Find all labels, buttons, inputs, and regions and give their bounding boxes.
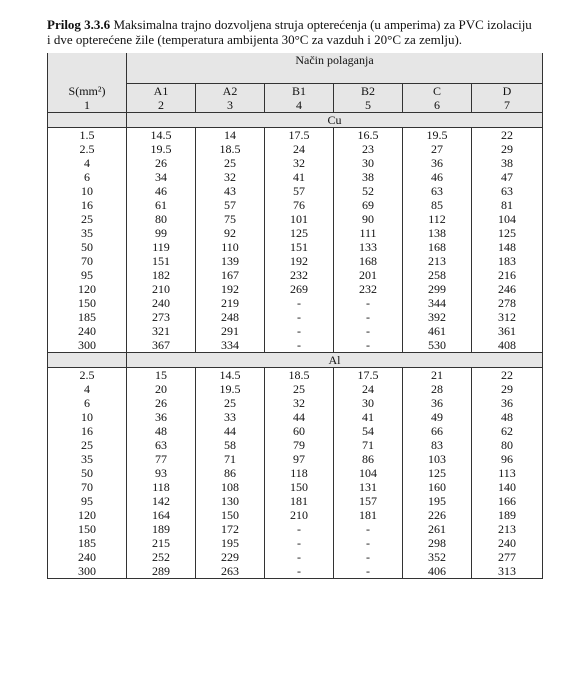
table-row: [48, 310, 543, 324]
cross-section-cell: 120: [48, 282, 127, 296]
ampacity-cell: 54: [334, 424, 403, 438]
ampacity-cell: 97: [265, 452, 334, 466]
ampacity-cell: 172: [196, 522, 265, 536]
ampacity-cell: 192: [196, 282, 265, 296]
ampacity-cell: 213: [472, 522, 543, 536]
ampacity-cell: 252: [127, 550, 196, 564]
ampacity-cell: 167: [196, 268, 265, 282]
ampacity-cell: 210: [127, 282, 196, 296]
ampacity-cell: 166: [472, 494, 543, 508]
ampacity-cell: 150: [196, 508, 265, 522]
ampacity-cell: 20: [127, 382, 196, 396]
table-row: [48, 282, 543, 296]
ampacity-cell: 24: [334, 382, 403, 396]
ampacity-cell: 15: [127, 368, 196, 383]
col-name-header: C: [403, 84, 472, 99]
ampacity-cell: 66: [403, 424, 472, 438]
table-row: [48, 508, 543, 522]
ampacity-cell: 44: [196, 424, 265, 438]
cross-section-cell: 16: [48, 198, 127, 212]
ampacity-cell: 75: [196, 212, 265, 226]
ampacity-cell: -: [334, 324, 403, 338]
ampacity-cell: 32: [265, 156, 334, 170]
table-row: [48, 184, 543, 198]
table-row: [48, 198, 543, 212]
metal-label: Cu: [127, 113, 543, 128]
ampacity-cell: 112: [403, 212, 472, 226]
ampacity-cell: 232: [334, 282, 403, 296]
ampacity-cell: 240: [127, 296, 196, 310]
ampacity-cell: 246: [472, 282, 543, 296]
ampacity-cell: 63: [472, 184, 543, 198]
ampacity-cell: 76: [265, 198, 334, 212]
ampacity-cell: -: [334, 536, 403, 550]
ampacity-cell: 32: [196, 170, 265, 184]
ampacity-cell: 104: [334, 466, 403, 480]
ampacity-cell: 298: [403, 536, 472, 550]
ampacity-cell: 192: [265, 254, 334, 268]
ampacity-cell: 43: [196, 184, 265, 198]
ampacity-cell: 30: [334, 396, 403, 410]
ampacity-cell: 168: [334, 254, 403, 268]
table-row: [48, 128, 543, 143]
caption-line-2: i dve opterećene žile (temperatura ambijenta 30°C za vazduh i 20°C za zemlju).: [47, 32, 463, 47]
header-row-names: [48, 84, 543, 99]
header-row-numbers: [48, 98, 543, 113]
ampacity-cell: -: [265, 296, 334, 310]
ampacity-cell: 77: [127, 452, 196, 466]
ampacity-cell: 258: [403, 268, 472, 282]
cross-section-cell: 300: [48, 564, 127, 579]
ampacity-cell: 86: [334, 452, 403, 466]
cross-section-cell: 95: [48, 494, 127, 508]
ampacity-cell: 69: [334, 198, 403, 212]
ampacity-cell: 22: [472, 128, 543, 143]
table-row: [48, 254, 543, 268]
ampacity-cell: 32: [265, 396, 334, 410]
ampacity-cell: 62: [472, 424, 543, 438]
ampacity-cell: 92: [196, 226, 265, 240]
ampacity-cell: 46: [403, 170, 472, 184]
ampacity-cell: 263: [196, 564, 265, 579]
metal-label: Al: [127, 353, 543, 368]
ampacity-cell: 312: [472, 310, 543, 324]
ampacity-cell: 110: [196, 240, 265, 254]
ampacity-cell: 291: [196, 324, 265, 338]
ampacity-cell: 14.5: [127, 128, 196, 143]
table-row: [48, 368, 543, 383]
cross-section-cell: 50: [48, 240, 127, 254]
table-row: [48, 296, 543, 310]
ampacity-cell: 160: [403, 480, 472, 494]
table-row: [48, 268, 543, 282]
ampacity-cell: 215: [127, 536, 196, 550]
col-number-header: 4: [265, 98, 334, 113]
ampacity-cell: 240: [472, 536, 543, 550]
cross-section-cell: 150: [48, 296, 127, 310]
col-number-header: 6: [403, 98, 472, 113]
cross-section-cell: 2.5: [48, 368, 127, 383]
col-name-header: B2: [334, 84, 403, 99]
ampacity-cell: 183: [472, 254, 543, 268]
cross-section-cell: 2.5: [48, 142, 127, 156]
ampacity-cell: 49: [403, 410, 472, 424]
ampacity-cell: 29: [472, 142, 543, 156]
ampacity-cell: 46: [127, 184, 196, 198]
ampacity-cell: 36: [403, 396, 472, 410]
cross-section-cell: 70: [48, 480, 127, 494]
ampacity-cell: 189: [127, 522, 196, 536]
ampacity-cell: -: [265, 324, 334, 338]
ampacity-cell: 273: [127, 310, 196, 324]
cross-section-cell: 10: [48, 184, 127, 198]
ampacity-cell: 48: [472, 410, 543, 424]
table-row: [48, 424, 543, 438]
ampacity-cell: 80: [127, 212, 196, 226]
table-body: [48, 53, 543, 579]
ampacity-cell: 18.5: [196, 142, 265, 156]
col-number-header: 5: [334, 98, 403, 113]
col-number-header: 7: [472, 98, 543, 113]
ampacity-cell: 71: [196, 452, 265, 466]
ampacity-cell: 22: [472, 368, 543, 383]
ampacity-cell: -: [334, 550, 403, 564]
cross-section-cell: 240: [48, 550, 127, 564]
ampacity-cell: 14.5: [196, 368, 265, 383]
ampacity-cell: -: [334, 310, 403, 324]
col-name-header: D: [472, 84, 543, 99]
caption-line-1: Maksimalna trajno dozvoljena struja opterećenja (u amperima) za PVC izolaciju: [110, 17, 532, 32]
ampacity-cell: -: [334, 522, 403, 536]
table-row: [48, 438, 543, 452]
ampacity-cell: 408: [472, 338, 543, 353]
table-row: [48, 240, 543, 254]
ampacity-cell: 63: [403, 184, 472, 198]
ampacity-cell: 392: [403, 310, 472, 324]
ampacity-cell: 133: [334, 240, 403, 254]
ampacity-cell: 530: [403, 338, 472, 353]
table-row: [48, 494, 543, 508]
ampacity-cell: 25: [196, 156, 265, 170]
table-caption: [47, 17, 567, 47]
metal-section-row: [48, 353, 543, 368]
ampacity-cell: 164: [127, 508, 196, 522]
col-name-header: B1: [265, 84, 334, 99]
ampacity-cell: 16.5: [334, 128, 403, 143]
ampacity-cell: 93: [127, 466, 196, 480]
ampacity-cell: 150: [265, 480, 334, 494]
ampacity-cell: 181: [265, 494, 334, 508]
header-group-cell: Način polaganja: [127, 53, 543, 84]
ampacity-cell: 18.5: [265, 368, 334, 383]
ampacity-cell: -: [265, 564, 334, 579]
ampacity-cell: 38: [334, 170, 403, 184]
ampacity-cell: 99: [127, 226, 196, 240]
ampacity-cell: 57: [196, 198, 265, 212]
ampacity-cell: 461: [403, 324, 472, 338]
ampacity-cell: 81: [472, 198, 543, 212]
ampacity-cell: 34: [127, 170, 196, 184]
ampacity-cell: 334: [196, 338, 265, 353]
ampacity-cell: 26: [127, 396, 196, 410]
ampacity-cell: 226: [403, 508, 472, 522]
cross-section-cell: 95: [48, 268, 127, 282]
cross-section-cell: 35: [48, 452, 127, 466]
table-row: [48, 382, 543, 396]
ampacity-cell: 148: [472, 240, 543, 254]
table-row: [48, 564, 543, 579]
ampacity-cell: 189: [472, 508, 543, 522]
header-empty-cell: [48, 53, 127, 84]
ampacity-cell: 41: [265, 170, 334, 184]
ampacity-cell: 277: [472, 550, 543, 564]
ampacity-cell: 58: [196, 438, 265, 452]
col-number-header: 2: [127, 98, 196, 113]
cross-section-cell: 185: [48, 536, 127, 550]
ampacity-cell: 71: [334, 438, 403, 452]
table-row: [48, 522, 543, 536]
ampacity-cell: 213: [403, 254, 472, 268]
ampacity-cell: 36: [472, 396, 543, 410]
ampacity-cell: 181: [334, 508, 403, 522]
ampacity-cell: 118: [127, 480, 196, 494]
ampacity-cell: 229: [196, 550, 265, 564]
ampacity-cell: 29: [472, 382, 543, 396]
table-row: [48, 410, 543, 424]
ampacity-cell: 344: [403, 296, 472, 310]
ampacity-cell: 406: [403, 564, 472, 579]
cross-section-cell: 4: [48, 382, 127, 396]
ampacity-cell: 48: [127, 424, 196, 438]
ampacity-cell: 21: [403, 368, 472, 383]
ampacity-cell: 25: [265, 382, 334, 396]
ampacity-cell: 131: [334, 480, 403, 494]
ampacity-cell: 269: [265, 282, 334, 296]
table-row: [48, 536, 543, 550]
ampacity-cell: 168: [403, 240, 472, 254]
table-row: [48, 480, 543, 494]
ampacity-cell: 140: [472, 480, 543, 494]
ampacity-cell: 85: [403, 198, 472, 212]
table-row: [48, 212, 543, 226]
ampacity-cell: 79: [265, 438, 334, 452]
header-row-group: [48, 53, 543, 84]
cross-section-cell: 300: [48, 338, 127, 353]
cross-section-cell: 150: [48, 522, 127, 536]
ampacity-cell: 210: [265, 508, 334, 522]
ampacity-cell: 248: [196, 310, 265, 324]
table-row: [48, 338, 543, 353]
ampacity-cell: 103: [403, 452, 472, 466]
ampacity-cell: 27: [403, 142, 472, 156]
ampacity-cell: 30: [334, 156, 403, 170]
ampacity-cell: 36: [127, 410, 196, 424]
ampacity-cell: 63: [127, 438, 196, 452]
ampacity-cell: 47: [472, 170, 543, 184]
cross-section-cell: 35: [48, 226, 127, 240]
ampacity-cell: -: [334, 296, 403, 310]
ampacity-cell: 111: [334, 226, 403, 240]
caption-label: Prilog 3.3.6: [47, 17, 111, 32]
metal-empty-cell: [48, 353, 127, 368]
ampacity-cell: 142: [127, 494, 196, 508]
table-row: [48, 226, 543, 240]
table-row: [48, 142, 543, 156]
cross-section-cell: 10: [48, 410, 127, 424]
ampacity-cell: 17.5: [334, 368, 403, 383]
ampacity-cell: 289: [127, 564, 196, 579]
metal-section-row: [48, 113, 543, 128]
col-name-header: A1: [127, 84, 196, 99]
ampacity-cell: 118: [265, 466, 334, 480]
ampacity-cell: 17.5: [265, 128, 334, 143]
col-number-header: 3: [196, 98, 265, 113]
ampacity-cell: 201: [334, 268, 403, 282]
ampacity-cell: 361: [472, 324, 543, 338]
ampacity-cell: 61: [127, 198, 196, 212]
ampacity-cell: 14: [196, 128, 265, 143]
ampacity-cell: 130: [196, 494, 265, 508]
cross-section-cell: 120: [48, 508, 127, 522]
cross-section-cell: 25: [48, 212, 127, 226]
col-number-header: 1: [48, 98, 127, 113]
cross-section-cell: 1.5: [48, 128, 127, 143]
ampacity-cell: 232: [265, 268, 334, 282]
ampacity-cell: 313: [472, 564, 543, 579]
ampacity-cell: 139: [196, 254, 265, 268]
ampacity-cell: 125: [472, 226, 543, 240]
table-row: [48, 170, 543, 184]
col-name-header: A2: [196, 84, 265, 99]
ampacity-cell: 25: [196, 396, 265, 410]
ampacity-cell: 24: [265, 142, 334, 156]
ampacity-cell: 23: [334, 142, 403, 156]
cross-section-cell: 16: [48, 424, 127, 438]
ampacity-cell: -: [334, 564, 403, 579]
table-row: [48, 466, 543, 480]
table-row: [48, 452, 543, 466]
table-row: [48, 156, 543, 170]
ampacity-cell: -: [265, 310, 334, 324]
ampacity-cell: 86: [196, 466, 265, 480]
ampacity-cell: 60: [265, 424, 334, 438]
ampacity-cell: 38: [472, 156, 543, 170]
ampacity-cell: 19.5: [196, 382, 265, 396]
cross-section-cell: 50: [48, 466, 127, 480]
ampacity-cell: 36: [403, 156, 472, 170]
ampacity-cell: 80: [472, 438, 543, 452]
ampacity-cell: -: [265, 536, 334, 550]
ampacity-cell: 28: [403, 382, 472, 396]
ampacity-cell: 57: [265, 184, 334, 198]
ampacity-cell: 83: [403, 438, 472, 452]
cross-section-cell: 6: [48, 396, 127, 410]
ampacity-table: [47, 53, 543, 579]
cross-section-cell: 25: [48, 438, 127, 452]
table-row: [48, 396, 543, 410]
cross-section-cell: 6: [48, 170, 127, 184]
ampacity-cell: 352: [403, 550, 472, 564]
ampacity-cell: 219: [196, 296, 265, 310]
ampacity-cell: 104: [472, 212, 543, 226]
ampacity-cell: 101: [265, 212, 334, 226]
ampacity-cell: 90: [334, 212, 403, 226]
ampacity-cell: -: [265, 522, 334, 536]
metal-empty-cell: [48, 113, 127, 128]
col-name-header: S(mm²): [48, 84, 127, 99]
ampacity-cell: 182: [127, 268, 196, 282]
ampacity-cell: 151: [127, 254, 196, 268]
ampacity-cell: 195: [196, 536, 265, 550]
cross-section-cell: 240: [48, 324, 127, 338]
ampacity-cell: 33: [196, 410, 265, 424]
ampacity-cell: 52: [334, 184, 403, 198]
ampacity-cell: 299: [403, 282, 472, 296]
cross-section-cell: 4: [48, 156, 127, 170]
ampacity-cell: 125: [265, 226, 334, 240]
ampacity-cell: 19.5: [403, 128, 472, 143]
ampacity-cell: 321: [127, 324, 196, 338]
ampacity-cell: 19.5: [127, 142, 196, 156]
ampacity-cell: -: [265, 338, 334, 353]
ampacity-cell: 195: [403, 494, 472, 508]
ampacity-cell: 278: [472, 296, 543, 310]
cross-section-cell: 185: [48, 310, 127, 324]
table-row: [48, 550, 543, 564]
ampacity-cell: -: [265, 550, 334, 564]
ampacity-cell: 108: [196, 480, 265, 494]
ampacity-cell: 157: [334, 494, 403, 508]
ampacity-cell: 261: [403, 522, 472, 536]
ampacity-cell: -: [334, 338, 403, 353]
ampacity-cell: 367: [127, 338, 196, 353]
ampacity-cell: 113: [472, 466, 543, 480]
ampacity-cell: 138: [403, 226, 472, 240]
cross-section-cell: 70: [48, 254, 127, 268]
ampacity-cell: 96: [472, 452, 543, 466]
ampacity-cell: 216: [472, 268, 543, 282]
ampacity-cell: 125: [403, 466, 472, 480]
ampacity-cell: 26: [127, 156, 196, 170]
ampacity-cell: 41: [334, 410, 403, 424]
ampacity-cell: 44: [265, 410, 334, 424]
ampacity-cell: 119: [127, 240, 196, 254]
table-row: [48, 324, 543, 338]
ampacity-cell: 151: [265, 240, 334, 254]
